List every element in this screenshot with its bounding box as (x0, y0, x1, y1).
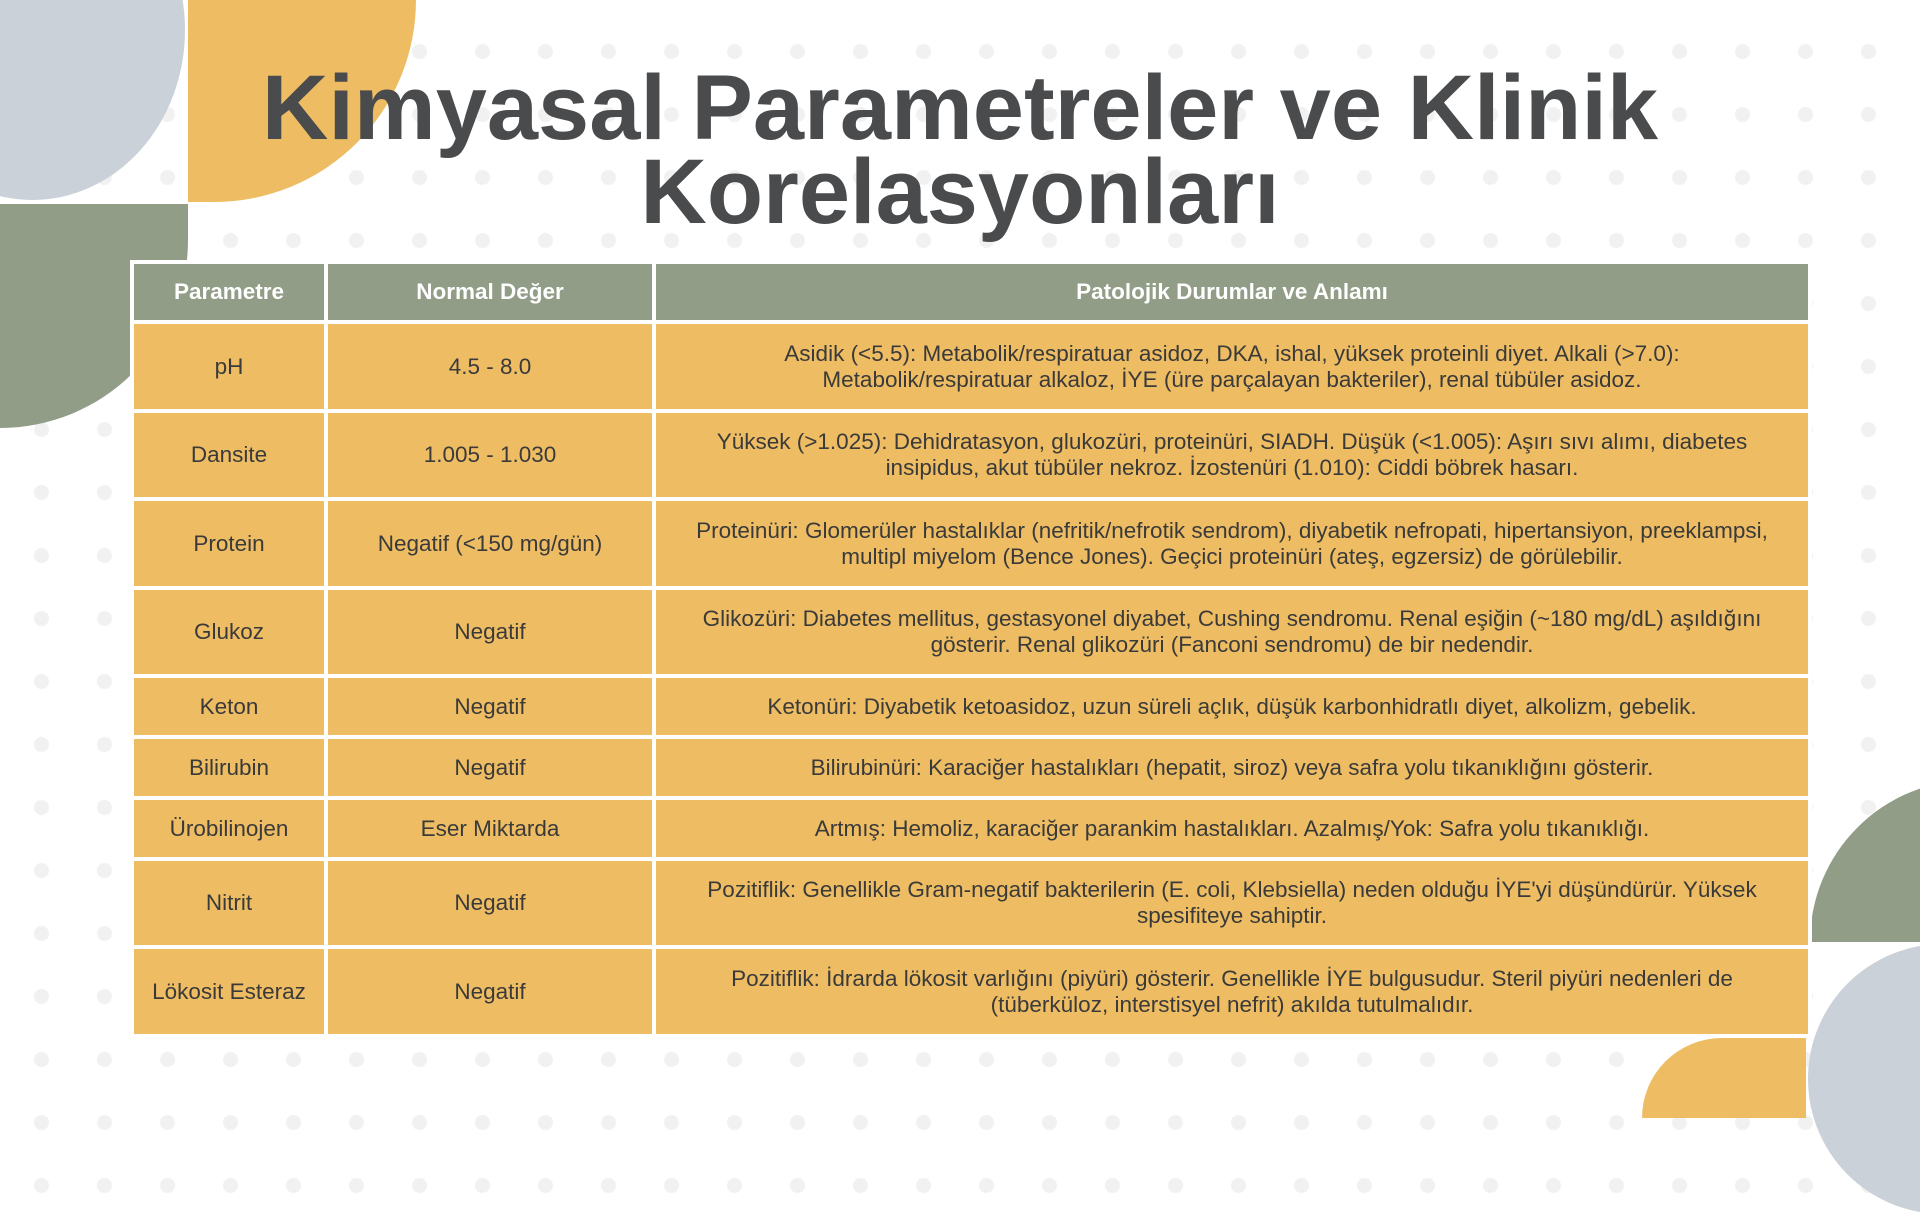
cell-normal-value: Negatif (326, 947, 654, 1036)
table-row (132, 322, 1810, 411)
slide-title: Kimyasal Parametreler ve Klinik Korelasyonları (261, 57, 1659, 243)
table-row (132, 411, 1810, 499)
table-row (132, 588, 1810, 676)
cell-normal-value: Negatif (<150 mg/gün) (326, 499, 654, 588)
cell-parameter: Lökosit Esteraz (132, 947, 326, 1036)
table-row (132, 737, 1810, 798)
cell-normal-value: Negatif (326, 588, 654, 676)
cell-meaning: Asidik (<5.5): Metabolik/respiratuar asidoz, DKA, ishal, yüksek proteinli diyet. Alkali (>7.0): Metabolik/respiratuar alkaloz, İYE (üre parçalayan bakteriler), renal tübüler asidoz. (654, 322, 1810, 411)
table-row (132, 499, 1810, 588)
header-parameter: Parametre (132, 262, 326, 322)
header-normal-value: Normal Değer (326, 262, 654, 322)
cell-meaning: Proteinüri: Glomerüler hastalıklar (nefritik/nefrotik sendrom), diyabetik nefropati, hipertansiyon, preeklampsi, multipl miyelom (Bence Jones). Geçici proteinüri (ateş, egzersiz) de görülebilir. (654, 499, 1810, 588)
decorative-gray-circle (0, 0, 185, 200)
cell-meaning: Pozitiflik: İdrarda lökosit varlığını (piyüri) gösterir. Genellikle İYE bulgusudur. Steril piyüri nedenleri de (tüberküloz, interstisyel nefrit) akılda tutulmalıdır. (654, 947, 1810, 1036)
cell-parameter: pH (132, 322, 326, 411)
cell-meaning: Artmış: Hemoliz, karaciğer parankim hastalıkları. Azalmış/Yok: Safra yolu tıkanıklığı. (654, 798, 1810, 859)
cell-normal-value: 4.5 - 8.0 (326, 322, 654, 411)
cell-parameter: Ürobilinojen (132, 798, 326, 859)
cell-meaning: Pozitiflik: Genellikle Gram-negatif bakterilerin (E. coli, Klebsiella) neden olduğu İYE'yi düşündürür. Yüksek spesifiteye sahiptir. (654, 859, 1810, 947)
cell-normal-value: Negatif (326, 859, 654, 947)
header-pathological-meaning: Patolojik Durumlar ve Anlamı (654, 262, 1810, 322)
table-header-row (132, 262, 1810, 322)
cell-meaning: Glikozüri: Diabetes mellitus, gestasyonel diyabet, Cushing sendromu. Renal eşiğin (~180 mg/dL) aşıldığını gösterir. Renal glikozüri (Fanconi sendromu) de bir nedendir. (654, 588, 1810, 676)
table-row (132, 947, 1810, 1036)
cell-parameter: Nitrit (132, 859, 326, 947)
cell-parameter: Dansite (132, 411, 326, 499)
cell-meaning: Ketonüri: Diyabetik ketoasidoz, uzun süreli açlık, düşük karbonhidratlı diyet, alkolizm, gebelik. (654, 676, 1810, 737)
cell-normal-value: 1.005 - 1.030 (326, 411, 654, 499)
cell-parameter: Bilirubin (132, 737, 326, 798)
cell-meaning: Bilirubinüri: Karaciğer hastalıkları (hepatit, siroz) veya safra yolu tıkanıklığını gösterir. (654, 737, 1810, 798)
cell-normal-value: Negatif (326, 676, 654, 737)
table-row (132, 676, 1810, 737)
table-row (132, 798, 1810, 859)
table-row (132, 859, 1810, 947)
decorative-orange-quarter-circle-bottom (1642, 1038, 1806, 1118)
cell-normal-value: Eser Miktarda (326, 798, 654, 859)
cell-parameter: Keton (132, 676, 326, 737)
cell-parameter: Glukoz (132, 588, 326, 676)
decorative-gray-circle-bottom (1808, 944, 1920, 1214)
cell-meaning: Yüksek (>1.025): Dehidratasyon, glukozüri, proteinüri, SIADH. Düşük (<1.005): Aşırı sıvı alımı, diabetes insipidus, akut tübüler nekroz. İzostenüri (1.010): Ciddi böbrek hasarı. (654, 411, 1810, 499)
parameters-table (130, 260, 1812, 1038)
cell-normal-value: Negatif (326, 737, 654, 798)
cell-parameter: Protein (132, 499, 326, 588)
decorative-green-quarter-circle-bottom (1810, 780, 1920, 942)
